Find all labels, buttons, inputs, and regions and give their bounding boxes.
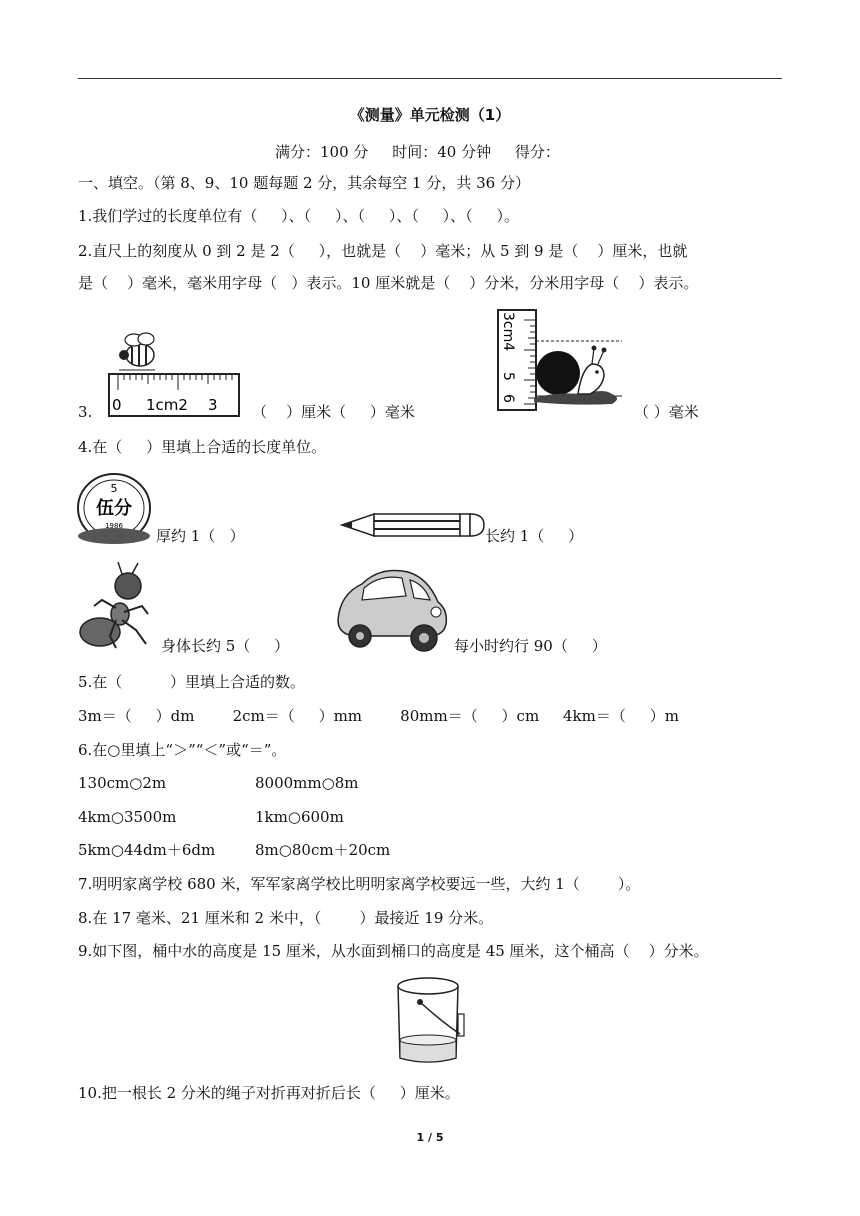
coin-denomination-number: 5	[110, 482, 118, 495]
car-speed-label: 每小时约行 90（ ）	[454, 637, 607, 655]
section-heading: 一、填空。（第 8、9、10 题每题 2 分，其余每空 1 分，共 36 分）	[78, 174, 530, 192]
ruler-label-0: 0	[112, 396, 122, 414]
snail-ruler-label-3cm4: 3cm4	[500, 312, 516, 352]
ruler-label-1cm2: 1cm2	[146, 396, 188, 414]
car-illustration	[332, 558, 452, 656]
compare-item: 130cm○2m	[78, 774, 167, 792]
snail-ruler-label-5: 5	[500, 372, 516, 381]
score-line: 满分：100 分 时间：40 分钟 得分：	[275, 143, 560, 161]
question-4-prompt: 4.在（ ）里填上合适的长度单位。	[78, 438, 327, 456]
question-3-answer-a: （ ）厘米（ ）毫米	[252, 403, 415, 421]
compare-item: 8000mm○8m	[255, 774, 359, 792]
page-title: 《测量》单元检测（1）	[349, 106, 511, 124]
compare-item: 5km○44dm＋6dm	[78, 841, 216, 859]
ant-illustration	[76, 560, 160, 652]
five-fen-coin-illustration	[76, 472, 154, 548]
question-10: 10.把一根长 2 分米的绳子对折再对折后长（ ）厘米。	[78, 1084, 460, 1102]
coin-year: 1986	[105, 522, 123, 530]
snail-ruler-label-6: 6	[500, 394, 516, 403]
page-number: 1 / 5	[416, 1131, 444, 1144]
question-8: 8.在 17 毫米、21 厘米和 2 米中，（ ）最接近 19 分米。	[78, 909, 494, 927]
question-3-number: 3.	[78, 403, 93, 421]
question-5-prompt: 5.在（ ）里填上合适的数。	[78, 673, 305, 691]
bucket-illustration	[396, 974, 468, 1068]
compare-item: 4km○3500m	[78, 808, 177, 826]
pencil-length-label: 长约 1（ ）	[485, 527, 584, 545]
compare-item: 8m○80cm＋20cm	[255, 841, 391, 859]
coin-denomination-text: 伍分	[96, 498, 132, 519]
question-7: 7.明明家离学校 680 米，军军家离学校比明明家离学校要远一些，大约 1（ ）。	[78, 875, 641, 893]
ruler-label-3: 3	[208, 396, 218, 414]
ant-body-length-label: 身体长约 5（ ）	[161, 637, 290, 655]
question-9: 9.如下图，桶中水的高度是 15 厘米，从水面到桶口的高度是 45 厘米，这个桶高（ ）分米。	[78, 942, 709, 960]
question-6-prompt: 6.在○里填上“＞”“＜”或“＝”。	[78, 741, 287, 759]
ruler-with-bee-illustration	[104, 330, 244, 420]
question-2-line2: 是（ ）毫米，毫米用字母（ ）表示。10 厘米就是（ ）分米，分米用字母（ ）表示。	[78, 274, 699, 292]
top-rule	[78, 78, 782, 79]
compare-item: 1km○600m	[255, 808, 344, 826]
snail-with-vertical-ruler-illustration	[494, 308, 634, 412]
coin-thickness-label: 厚约 1（ ）	[156, 527, 245, 545]
pencil-illustration	[340, 510, 486, 540]
question-2-line1: 2.直尺上的刻度从 0 到 2 是 2（ ），也就是（ ）毫米；从 5 到 9 是（ ）厘米，也就	[78, 242, 688, 260]
question-3-answer-b: （ ）毫米	[634, 403, 699, 421]
question-5-conversions: 3m＝（ ）dm 2cm＝（ ）mm 80mm＝（ ）cm 4km＝（ ）m	[78, 707, 679, 725]
question-1: 1.我们学过的长度单位有（ ）、（ ）、（ ）、（ ）、（ ）。	[78, 207, 520, 225]
